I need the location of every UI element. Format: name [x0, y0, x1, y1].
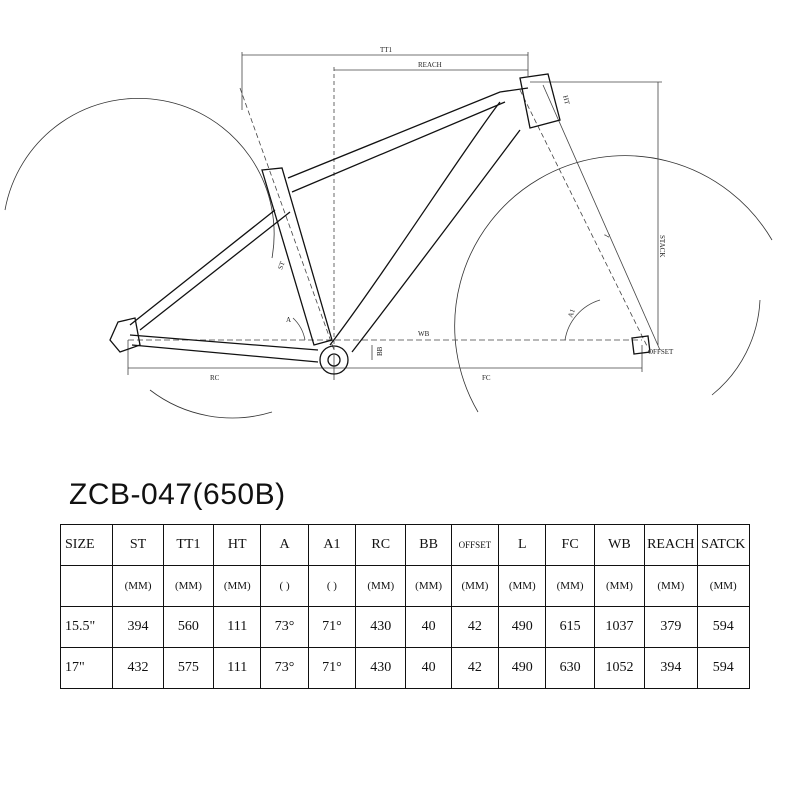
unit-cell: (MM)	[451, 566, 498, 607]
table-cell: 379	[645, 607, 697, 648]
rear-wheel	[5, 98, 274, 258]
unit-cell: (MM)	[214, 566, 261, 607]
header-cell: A	[261, 525, 308, 566]
header-cell: SATCK	[697, 525, 750, 566]
unit-cell: (MM)	[113, 566, 163, 607]
header-cell: FC	[546, 525, 594, 566]
label-bb: BB	[376, 346, 384, 356]
table-cell: 490	[499, 607, 546, 648]
unit-cell: (MM)	[546, 566, 594, 607]
a-angle-arc	[293, 318, 305, 340]
label-stack: STACK	[658, 235, 666, 258]
table-cell: 40	[406, 607, 451, 648]
header-cell: OFFSET	[451, 525, 498, 566]
model-title: ZCB-047(650B)	[69, 478, 286, 511]
unit-cell: (MM)	[499, 566, 546, 607]
label-rc: RC	[210, 374, 220, 382]
table-cell: 111	[214, 648, 261, 689]
label-wb: WB	[418, 330, 430, 338]
label-ht: HT	[561, 94, 572, 106]
table-cell: 394	[645, 648, 697, 689]
unit-cell: (MM)	[645, 566, 697, 607]
size-cell: 17"	[61, 648, 113, 689]
label-st: ST	[276, 260, 287, 271]
label-reach: REACH	[418, 61, 442, 69]
table-cell: 111	[214, 607, 261, 648]
table-cell: 594	[697, 648, 750, 689]
table-cell: 1037	[594, 607, 644, 648]
a1-angle-arc	[565, 300, 600, 340]
header-cell: SIZE	[61, 525, 113, 566]
table-cell: 1052	[594, 648, 644, 689]
table-cell: 73°	[261, 648, 308, 689]
table-cell: 430	[356, 607, 406, 648]
label-a: A	[286, 316, 292, 324]
header-cell: HT	[214, 525, 261, 566]
table-cell: 42	[451, 607, 498, 648]
table-cell: 394	[113, 607, 163, 648]
table-cell: 594	[697, 607, 750, 648]
unit-cell: (MM)	[697, 566, 750, 607]
table-cell: 560	[163, 607, 213, 648]
table-row	[61, 607, 750, 648]
geometry-table	[60, 524, 750, 689]
table-cell: 71°	[308, 607, 355, 648]
table-row	[61, 648, 750, 689]
table-cell: 432	[113, 648, 163, 689]
label-fc: FC	[482, 374, 491, 382]
header-cell: RC	[356, 525, 406, 566]
header-cell: A1	[308, 525, 355, 566]
front-wheel	[455, 156, 772, 412]
unit-cell: ( )	[308, 566, 355, 607]
top-tube	[288, 88, 528, 192]
header-cell: BB	[406, 525, 451, 566]
header-cell: ST	[113, 525, 163, 566]
label-tt1: TT1	[380, 46, 393, 54]
units-row	[61, 566, 750, 607]
header-cell: L	[499, 525, 546, 566]
table-cell: 71°	[308, 648, 355, 689]
down-tube	[330, 102, 520, 352]
header-cell: WB	[594, 525, 644, 566]
seat-stay	[130, 210, 290, 330]
table-cell: 615	[546, 607, 594, 648]
unit-cell: (MM)	[163, 566, 213, 607]
table-cell: 575	[163, 648, 213, 689]
unit-cell: (MM)	[356, 566, 406, 607]
unit-cell: (MM)	[406, 566, 451, 607]
unit-cell: (MM)	[594, 566, 644, 607]
unit-cell	[61, 566, 113, 607]
size-cell: 15.5"	[61, 607, 113, 648]
header-cell: TT1	[163, 525, 213, 566]
table-cell: 630	[546, 648, 594, 689]
table-cell: 40	[406, 648, 451, 689]
front-wheel-right	[712, 300, 760, 395]
label-offset: OFFSET	[648, 348, 674, 356]
header-row	[61, 525, 750, 566]
header-cell: REACH	[645, 525, 697, 566]
unit-cell: ( )	[261, 566, 308, 607]
table-cell: 42	[451, 648, 498, 689]
table-cell: 490	[499, 648, 546, 689]
table-cell: 73°	[261, 607, 308, 648]
label-l: L	[602, 231, 612, 239]
table-cell: 430	[356, 648, 406, 689]
rear-wheel-lower	[150, 390, 272, 418]
label-a1: A1	[566, 307, 577, 319]
chain-stay	[130, 335, 318, 362]
